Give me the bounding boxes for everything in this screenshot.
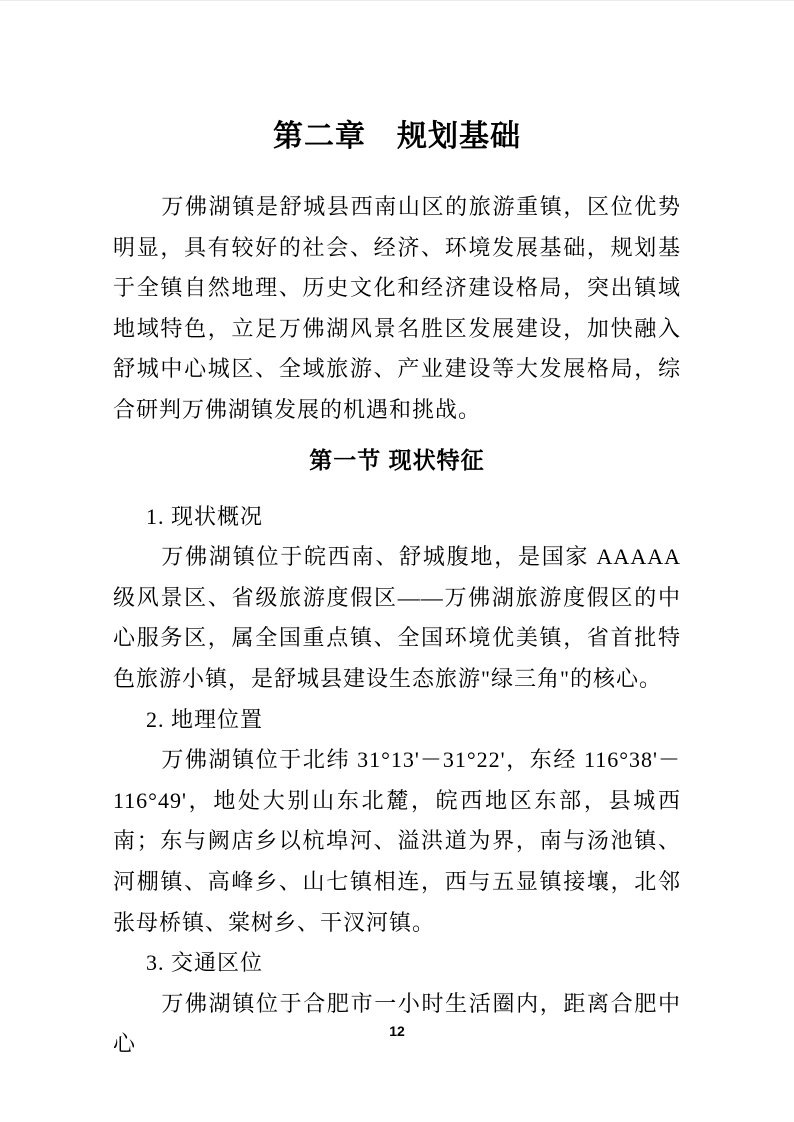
numbered-heading-geography: 2. 地理位置 bbox=[146, 706, 264, 732]
paragraph-overview: 万佛湖镇位于皖西南、舒城腹地，是国家 AAAAA 级风景区、省级旅游度假区——万佛湖旅游度假区的中心服务区，属全国重点镇、全国环境优美镇，省首批特色旅游小镇，是舒城县建设生态旅游"绿三角"的核心。 bbox=[113, 544, 681, 691]
intro-paragraph: 万佛湖镇是舒城县西南山区的旅游重镇，区位优势明显，具有较好的社会、经济、环境发展基础，规划基于全镇自然地理、历史文化和经济建设格局，突出镇域地域特色，立足万佛湖风景名胜区发展建设，加快融入舒城中心城区、全域旅游、产业建设等大发展格局，综合研判万佛湖镇发展的机遇和挑战。 bbox=[113, 194, 681, 422]
paragraph-transport: 万佛湖镇位于合肥市一小时生活圈内，距离合肥中心 bbox=[113, 990, 681, 1057]
chapter-title: 第二章 规划基础 bbox=[273, 120, 521, 153]
paragraph-geography: 万佛湖镇位于北纬 31°13'－31°22'，东经 116°38'－116°49'，地处大别山东北麓，皖西地区东部，县城西南；东与阙店乡以杭埠河、溢洪道为界，南与汤池镇、河棚镇、高峰乡、山七镇相连，西与五显镇接壤，北邻张母桥镇、棠树乡、干汊河镇。 bbox=[113, 747, 681, 935]
numbered-heading-overview: 1. 现状概况 bbox=[146, 503, 264, 529]
numbered-heading-transport: 3. 交通区位 bbox=[146, 950, 264, 976]
page-number: 12 bbox=[389, 1023, 405, 1039]
section-title: 第一节 现状特征 bbox=[309, 446, 485, 473]
